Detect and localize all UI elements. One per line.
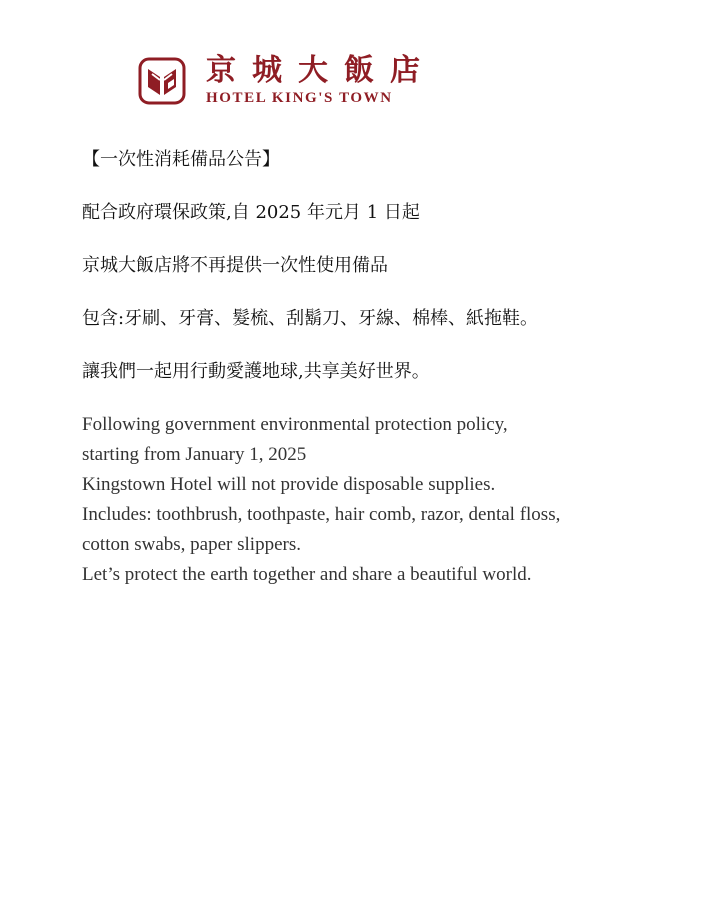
notice-line-en: Includes: toothbrush, toothpaste, hair comb, razor, dental floss,	[82, 504, 561, 525]
notice-line-cn: 包含:牙刷、牙膏、髮梳、刮鬍刀、牙線、棉棒、紙拖鞋。	[82, 308, 539, 329]
hotel-logo-icon	[138, 57, 186, 105]
notice-line-cn: 讓我們一起用行動愛護地球,共享美好世界。	[82, 361, 430, 382]
hotel-name-cn: 京城大飯店	[206, 53, 436, 88]
hotel-logo	[138, 55, 436, 107]
notice-english	[82, 410, 560, 590]
notice-heading: 【一次性消耗備品公告】	[82, 149, 280, 170]
notice-line-en: Let’s protect the earth together and share a beautiful world.	[82, 564, 532, 585]
notice-line-en: cotton swabs, paper slippers.	[82, 534, 301, 555]
notice-line-en: Kingstown Hotel will not provide disposable supplies.	[82, 474, 496, 495]
hotel-name-en: HOTEL KING'S TOWN	[206, 90, 393, 106]
notice-line-cn: 配合政府環保政策,自 2025 年元月 1 日起	[82, 202, 420, 223]
notice-line-en: Following government environmental protection policy,	[82, 414, 508, 435]
notice-line-en: starting from January 1, 2025	[82, 444, 307, 465]
notice-line-cn: 京城大飯店將不再提供一次性使用備品	[82, 255, 388, 276]
